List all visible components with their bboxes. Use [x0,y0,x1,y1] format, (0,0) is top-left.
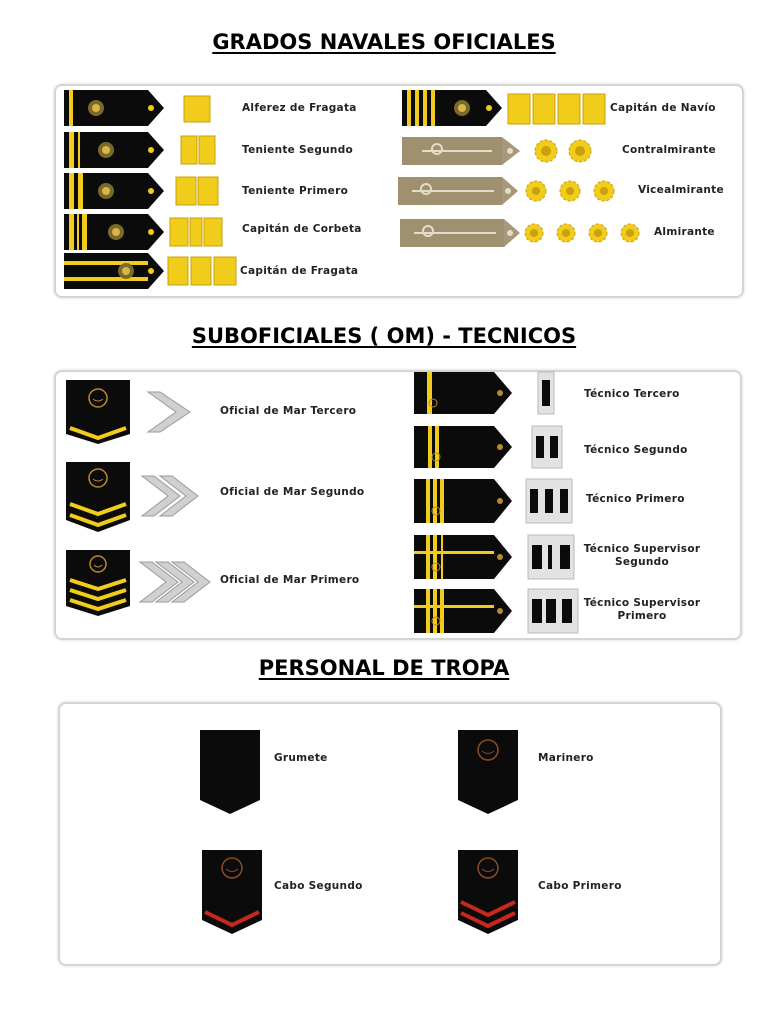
sleeve-chevron-icon [146,388,196,438]
sleeve-stripes-icon [170,212,240,252]
sleeve-stripes-icon [528,535,576,581]
enlisted-panel [58,702,722,966]
admiral-board-icon [398,171,518,211]
star-insignia-icon [522,171,632,211]
rank-label: Teniente Primero [242,185,349,197]
sleeve-stripes-icon [181,130,221,170]
rank-label-line2: Primero [617,610,667,622]
rank-patch-icon [458,850,520,936]
rank-label: Capitán de Corbeta [242,223,362,235]
rank-label: Grumete [274,752,328,764]
shoulder-board-icon [414,424,514,470]
rank-label: Técnico Tercero [584,388,680,400]
star-insignia-icon [522,213,652,253]
rank-patch-icon [202,850,264,936]
sleeve-stripes-icon [528,589,580,635]
rank-label-line1: Técnico Supervisor [583,597,701,609]
sleeve-stripes-icon [538,372,558,416]
chevron-patch-icon [66,550,132,616]
chevron-patch-icon [66,380,132,446]
rank-label-line1: Técnico Supervisor [583,543,701,555]
shoulder-board-icon [64,212,164,252]
admiral-board-icon [400,213,520,253]
shoulder-board-icon [64,251,164,291]
rank-label: Técnico Primero [586,493,685,505]
petty-officers-title: SUBOFICIALES ( OM) - TECNICOS [191,324,577,348]
sleeve-stripes-icon [508,88,608,128]
rank-label: Capitán de Fragata [240,265,359,277]
rank-label: Cabo Segundo [274,880,363,892]
chevron-patch-icon [66,462,132,534]
rank-label: Técnico Segundo [584,444,688,456]
rank-label: Oficial de Mar Tercero [220,405,357,417]
shoulder-board-icon [414,370,514,416]
rank-label: Contralmirante [622,144,716,156]
rank-label: Cabo Primero [538,880,622,892]
shoulder-board-icon [414,477,514,525]
rank-label: Oficial de Mar Segundo [220,486,365,498]
star-insignia-icon [532,131,612,171]
sleeve-stripes-icon [184,88,214,128]
sleeve-stripes-icon [176,171,226,211]
shoulder-board-icon [64,130,164,170]
shoulder-board-icon [402,88,502,128]
officers-title: GRADOS NAVALES OFICIALES [212,30,556,54]
admiral-board-icon [402,131,522,171]
shoulder-board-icon [64,88,164,128]
sleeve-stripes-icon [168,251,243,291]
sleeve-stripes-icon [532,426,564,470]
rank-label [582,597,702,623]
shoulder-board-icon [414,587,514,635]
shoulder-board-icon [64,171,164,211]
rank-label: Oficial de Mar Primero [220,574,360,586]
sleeve-chevron-icon [138,556,218,610]
rank-label: Marinero [538,752,594,764]
rank-patch-icon [458,730,520,816]
rank-label: Teniente Segundo [242,144,354,156]
rank-label: Almirante [654,226,715,238]
rank-label: Vicealmirante [638,184,724,196]
rank-label: Capitán de Navío [610,102,716,114]
rank-label [582,543,702,569]
sleeve-chevron-icon [140,470,210,524]
rank-label: Alferez de Fragata [242,102,357,114]
rank-label-line2: Segundo [615,556,669,568]
enlisted-title: PERSONAL DE TROPA [258,656,510,680]
rank-patch-icon [200,730,262,816]
shoulder-board-icon [414,533,514,581]
sleeve-stripes-icon [526,479,574,525]
